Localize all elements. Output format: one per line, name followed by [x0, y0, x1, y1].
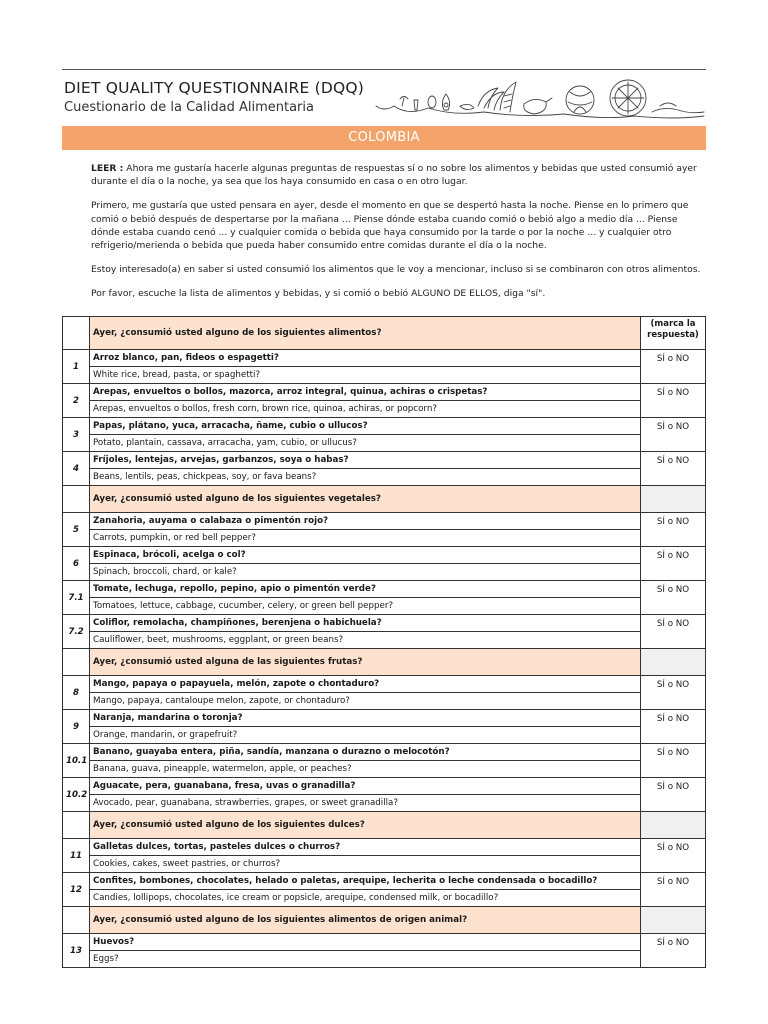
question-cell [90, 513, 641, 547]
section-answer-cell [641, 649, 706, 676]
question-spanish: Huevos? [90, 934, 640, 951]
intro-p1-text: Ahora me gustaría hacerle algunas preguntas de respuestas sí o no sobre los alimentos y bebidas que usted consumió ayer durante el día o la noche, ya sea que los haya consumido en casa o en otro lugar. [91, 163, 697, 188]
question-number: 13 [63, 934, 90, 968]
question-spanish: Naranja, mandarina o toronja? [90, 710, 640, 727]
question-spanish: Confites, bombones, chocolates, helado o paletas, arequipe, lecherita o leche condensada o bocadillo? [90, 873, 640, 890]
question-spanish: Mango, papaya o papayuela, melón, zapote o chontaduro? [90, 676, 640, 693]
question-row [63, 934, 706, 968]
question-row [63, 778, 706, 812]
section-number-cell [63, 486, 90, 513]
section-header-row [63, 907, 706, 934]
question-row [63, 676, 706, 710]
question-spanish: Arepas, envueltos o bollos, mazorca, arroz integral, quinua, achiras o crispetas? [90, 384, 640, 401]
question-cell [90, 615, 641, 649]
question-row [63, 513, 706, 547]
question-number: 9 [63, 710, 90, 744]
section-title-cell [90, 649, 641, 676]
answer-yes-no-cell[interactable]: SÍ o NO [641, 350, 706, 384]
question-number: 11 [63, 839, 90, 873]
question-spanish: Espinaca, brócoli, acelga o col? [90, 547, 640, 564]
question-row [63, 839, 706, 873]
question-cell [90, 418, 641, 452]
section-title-cell [90, 317, 641, 350]
question-cell [90, 744, 641, 778]
country-name: COLOMBIA [348, 130, 420, 145]
question-row [63, 384, 706, 418]
question-english: Banana, guava, pineapple, watermelon, apple, or peaches? [93, 764, 352, 774]
document-title: DIET QUALITY QUESTIONNAIRE (DQQ) [64, 79, 365, 97]
section-title-cell [90, 907, 641, 934]
question-english: Tomatoes, lettuce, cabbage, cucumber, celery, or green bell pepper? [93, 601, 394, 611]
question-number: 2 [63, 384, 90, 418]
question-english: Cauliflower, beet, mushrooms, eggplant, or green beans? [93, 635, 344, 645]
answer-yes-no-cell[interactable]: SÍ o NO [641, 547, 706, 581]
question-spanish: Tomate, lechuga, repollo, pepino, apio o pimentón verde? [90, 581, 640, 598]
section-title-cell [90, 812, 641, 839]
answer-yes-no-cell[interactable]: SÍ o NO [641, 710, 706, 744]
question-number: 7.1 [63, 581, 90, 615]
section-header-row [63, 486, 706, 513]
question-spanish: Zanahoria, auyama o calabaza o pimentón rojo? [90, 513, 640, 530]
answer-yes-no-cell[interactable]: SÍ o NO [641, 513, 706, 547]
question-spanish: Coliflor, remolacha, champiñones, berenjena o habichuela? [90, 615, 640, 632]
section-number-cell [63, 812, 90, 839]
question-cell [90, 384, 641, 418]
question-number: 10.1 [63, 744, 90, 778]
intro-paragraph-2: Primero, me gustaría que usted pensara en ayer, desde el momento en que se despertó hasta la noche. Piense en lo primero que comió o bebió después de despertarse por la mañana ... Piense dónde estaba cuando comió o bebió algo a medio día ... Piense dónde estaba cuando cenó ... y cualquier comida o bebida que haya consumido por la tarde o por la noche ... y cualquier otro refrigerio/merienda o bebida que pueda haber consumido entre comidas durante el día o la noche. [91, 200, 689, 252]
section-answer-cell [641, 486, 706, 513]
question-number: 4 [63, 452, 90, 486]
question-english: Potato, plantain, cassava, arracacha, yam, cubio, or ullucus? [93, 438, 357, 448]
section-title: Ayer, ¿consumió usted alguna de las siguientes frutas? [93, 657, 363, 667]
question-cell [90, 839, 641, 873]
question-cell [90, 778, 641, 812]
intro-paragraph-4: Por favor, escuche la lista de alimentos y bebidas, y si comió o bebió ALGUNO DE ELLOS, diga "sí". [91, 288, 546, 300]
section-answer-cell [641, 812, 706, 839]
question-english: Candies, lollipops, chocolates, ice cream or popsicle, arequipe, condensed milk, or bocadillo? [93, 893, 499, 903]
intro-paragraph-3: Estoy interesado(a) en saber si usted consumió los alimentos que le voy a mencionar, incluso si se combinaron con otros alimentos. [91, 264, 701, 276]
answer-yes-no-cell[interactable]: SÍ o NO [641, 581, 706, 615]
question-spanish: Aguacate, pera, guanabana, fresa, uvas o granadilla? [90, 778, 640, 795]
question-cell [90, 547, 641, 581]
answer-yes-no-cell[interactable]: SÍ o NO [641, 744, 706, 778]
section-answer-cell [641, 907, 706, 934]
country-banner [62, 126, 706, 150]
question-spanish: Galletas dulces, tortas, pasteles dulces o churros? [90, 839, 640, 856]
question-number: 3 [63, 418, 90, 452]
question-row [63, 350, 706, 384]
question-row [63, 581, 706, 615]
question-table [62, 316, 706, 968]
question-english: White rice, bread, pasta, or spaghetti? [93, 370, 261, 380]
question-cell [90, 676, 641, 710]
section-title-cell [90, 486, 641, 513]
question-number: 8 [63, 676, 90, 710]
leer-label: LEER : [91, 163, 124, 174]
question-row [63, 547, 706, 581]
section-header-row [63, 317, 706, 350]
section-title: Ayer, ¿consumió usted alguno de los siguientes dulces? [93, 820, 365, 830]
question-spanish: Arroz blanco, pan, fideos o espagetti? [90, 350, 640, 367]
question-cell [90, 710, 641, 744]
answer-yes-no-cell[interactable]: SÍ o NO [641, 615, 706, 649]
question-row [63, 615, 706, 649]
section-header-row [63, 812, 706, 839]
question-number: 10.2 [63, 778, 90, 812]
question-spanish: Papas, plátano, yuca, arracacha, ñame, cubio o ullucos? [90, 418, 640, 435]
question-english: Eggs? [93, 954, 119, 964]
intro-paragraph-1 [91, 162, 703, 188]
answer-yes-no-cell[interactable]: SÍ o NO [641, 384, 706, 418]
section-title: Ayer, ¿consumió usted alguno de los siguientes alimentos? [93, 328, 382, 338]
question-english: Mango, papaya, cantaloupe melon, zapote, or chontaduro? [93, 696, 350, 706]
question-row [63, 418, 706, 452]
question-number: 5 [63, 513, 90, 547]
answer-column-header: (marca la respuesta) [641, 317, 706, 350]
question-cell [90, 452, 641, 486]
question-english: Orange, mandarin, or grapefruit? [93, 730, 238, 740]
answer-yes-no-cell[interactable]: SÍ o NO [641, 452, 706, 486]
section-number-cell [63, 907, 90, 934]
answer-yes-no-cell[interactable]: SÍ o NO [641, 676, 706, 710]
document-subtitle: Cuestionario de la Calidad Alimentaria [64, 100, 314, 115]
answer-yes-no-cell[interactable]: SÍ o NO [641, 873, 706, 907]
question-cell [90, 581, 641, 615]
question-number: 12 [63, 873, 90, 907]
section-title: Ayer, ¿consumió usted alguno de los siguientes alimentos de origen animal? [93, 915, 468, 925]
question-spanish: Banano, guayaba entera, piña, sandía, manzana o durazno o melocotón? [90, 744, 640, 761]
top-rule [62, 69, 706, 70]
question-english: Avocado, pear, guanabana, strawberries, grapes, or sweet granadilla? [93, 798, 398, 808]
section-header-row [63, 649, 706, 676]
question-cell [90, 934, 641, 968]
question-row [63, 873, 706, 907]
question-english: Beans, lentils, peas, chickpeas, soy, or fava beans? [93, 472, 317, 482]
section-number-cell [63, 317, 90, 350]
question-row [63, 452, 706, 486]
answer-yes-no-cell[interactable]: SÍ o NO [641, 418, 706, 452]
answer-yes-no-cell[interactable]: SÍ o NO [641, 934, 706, 968]
food-illustration-icon [374, 72, 706, 124]
question-cell [90, 350, 641, 384]
question-number: 7.2 [63, 615, 90, 649]
question-number: 6 [63, 547, 90, 581]
section-number-cell [63, 649, 90, 676]
question-english: Spinach, broccoli, chard, or kale? [93, 567, 237, 577]
question-english: Cookies, cakes, sweet pastries, or churros? [93, 859, 281, 869]
intro-text [91, 162, 703, 312]
question-row [63, 744, 706, 778]
question-number: 1 [63, 350, 90, 384]
question-cell [90, 873, 641, 907]
section-title: Ayer, ¿consumió usted alguno de los siguientes vegetales? [93, 494, 381, 504]
question-english: Arepas, envueltos o bollos, fresh corn, brown rice, quinoa, achiras, or popcorn? [93, 404, 437, 414]
answer-yes-no-cell[interactable]: SÍ o NO [641, 778, 706, 812]
question-english: Carrots, pumpkin, or red bell pepper? [93, 533, 256, 543]
question-spanish: Fríjoles, lentejas, arvejas, garbanzos, soya o habas? [90, 452, 640, 469]
answer-yes-no-cell[interactable]: SÍ o NO [641, 839, 706, 873]
question-row [63, 710, 706, 744]
